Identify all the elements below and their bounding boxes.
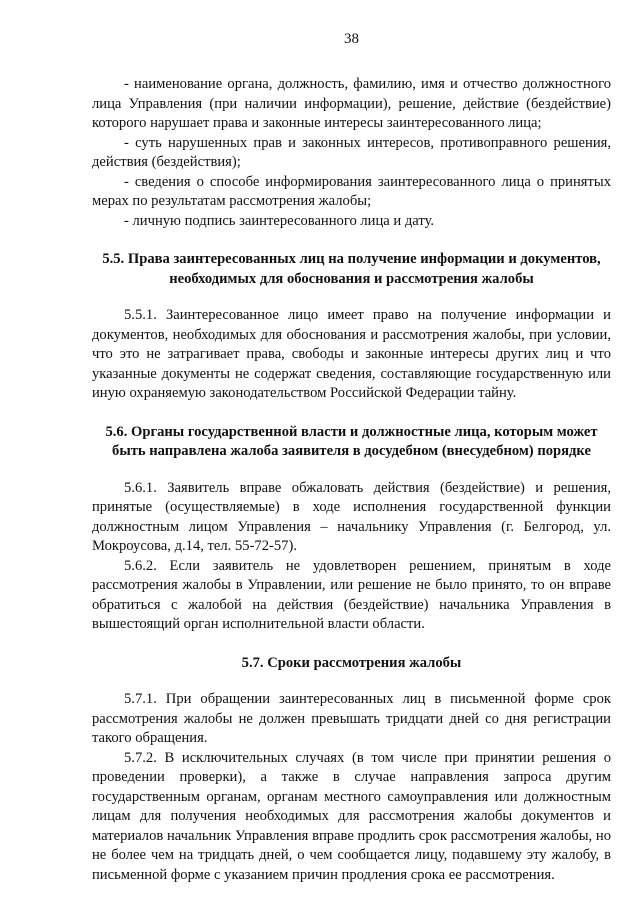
list-item: - наименование органа, должность, фамилию, имя и отчество должностного лица Управления (при наличии информации), решение, действие (бездействие) которого нарушает права и законные интересы заинтересованного лица; (92, 76, 611, 131)
paragraph-5-6-2: 5.6.2. Если заявитель не удовлетворен решением, принятым в ходе рассмотрения жалобы в Управлении, или решение не было принято, то он вправе обратиться с жалобой на действия (бездействие) начальника Управления в вышестоящий орган исполнительной власти области. (92, 557, 611, 632)
list-item: - суть нарушенных прав и законных интересов, противоправного решения, действия (бездействия); (92, 134, 611, 170)
list-item: - личную подпись заинтересованного лица и дату. (124, 212, 435, 229)
section-heading-5-5: 5.5. Права заинтересованных лиц на получение информации и документов, необходимых для обоснования и рассмотрения жалобы (102, 251, 601, 287)
page-number: 38 (344, 31, 359, 47)
paragraph-5-5-1: 5.5.1. Заинтересованное лицо имеет право на получение информации и документов, необходимых для обоснования и рассмотрения жалобы, при условии, что это не затрагивает права, свободы и законные интересы других лиц и что указанные документы не содержат сведения, составляющие государственную или иную охраняемую законодательством Российской Федерации тайну. (92, 307, 611, 401)
paragraph-5-6-1: 5.6.1. Заявитель вправе обжаловать действия (бездействие) и решения, принятые (осуществляемые) в ходе исполнения государственной функции должностным лицом Управления – начальнику Управления (г. Белгород, ул. Мокроусова, д.14, тел. 55-72-57). (92, 479, 611, 554)
section-heading-5-7: 5.7. Сроки рассмотрения жалобы (241, 654, 462, 671)
list-item: - сведения о способе информирования заинтересованного лица о принятых мерах по результатам рассмотрения жалобы; (92, 173, 611, 209)
paragraph-5-7-1: 5.7.1. При обращении заинтересованных лиц в письменной форме срок рассмотрения жалобы не должен превышать тридцати дней со дня регистрации такого обращения. (92, 691, 611, 746)
section-heading-5-6: 5.6. Органы государственной власти и должностные лица, которым может быть направлена жалоба заявителя в досудебном (внесудебном) порядке (105, 423, 598, 459)
intro-list (92, 75, 611, 231)
paragraph-5-7-2: 5.7.2. В исключительных случаях (в том числе при принятии решения о проведении проверки), а также в случае направления запроса другим государственным органам, органам местного самоуправления или должностным лицам для получения необходимых для рассмотрения жалобы документов и материалов начальник Управления вправе продлить срок рассмотрения жалобы, но не более чем на тридцать дней, о чем сообщается лицу, подавшему эту жалобу, в письменной форме с указанием причин продления срока ее рассмотрения. (92, 749, 611, 883)
